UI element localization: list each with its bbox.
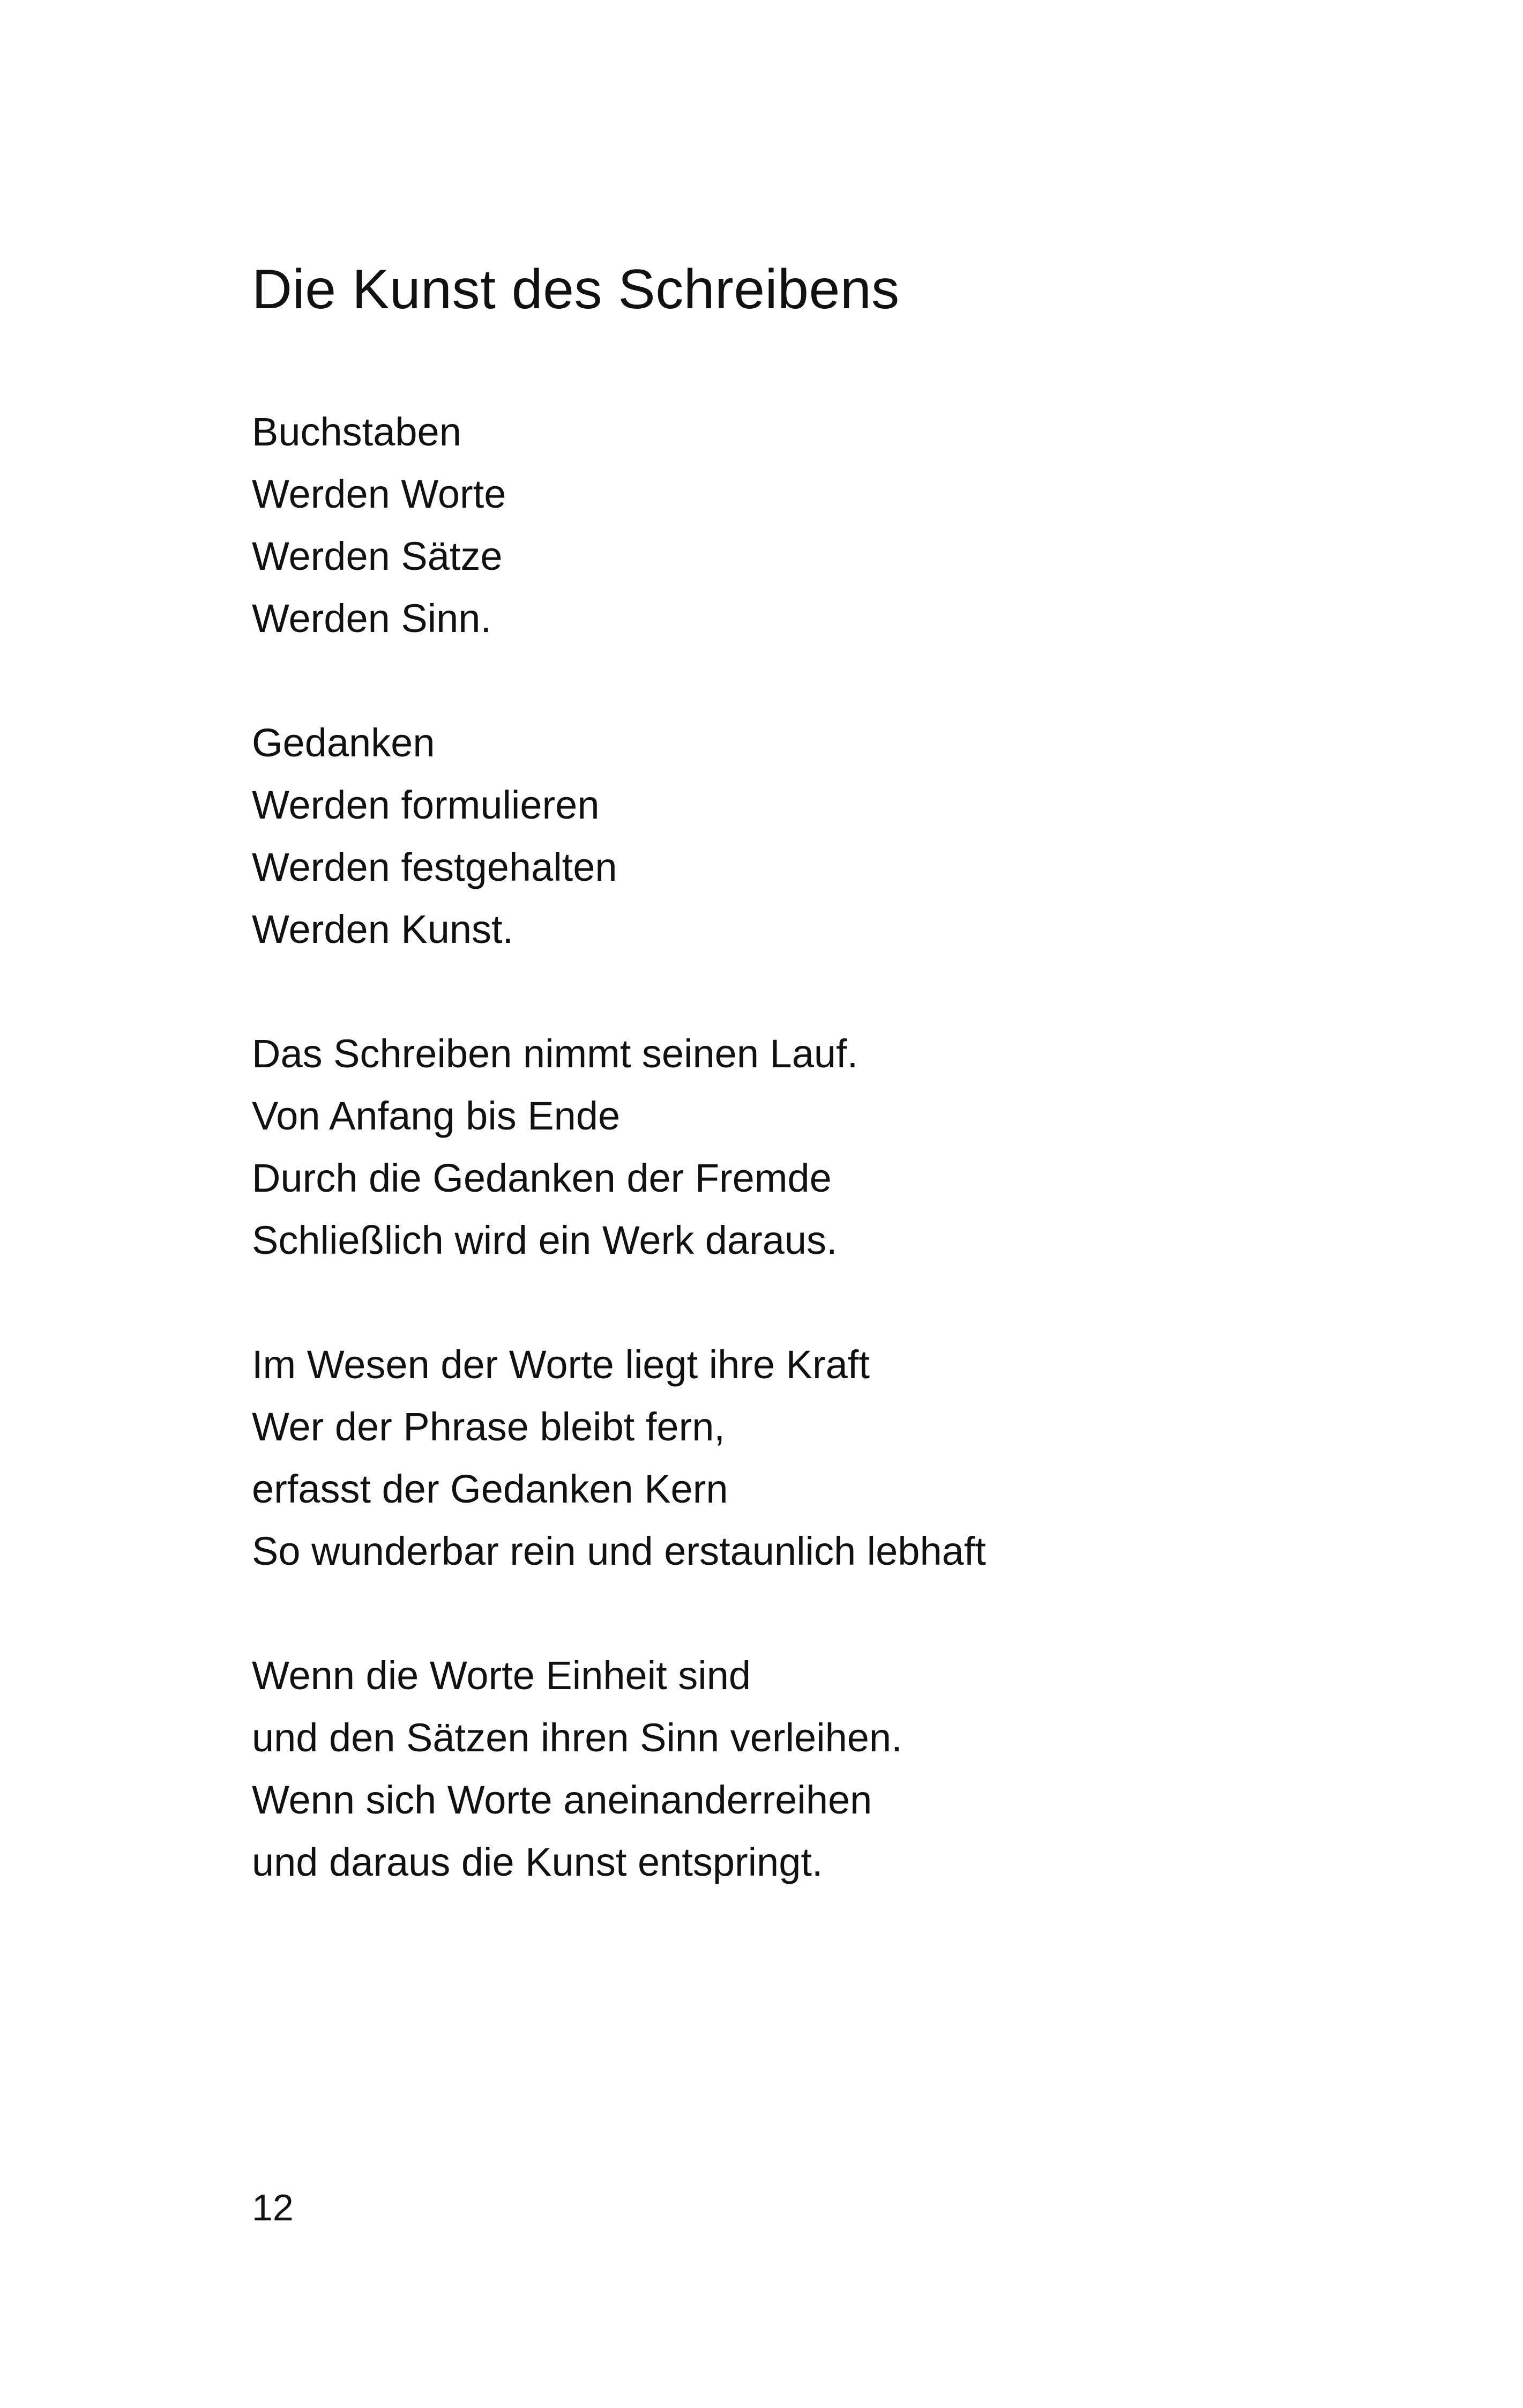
poem-line: Werden Sätze xyxy=(252,534,503,578)
poem-line: Werden formulieren xyxy=(252,783,600,827)
poem-line: Durch die Gedanken der Fremde xyxy=(252,1156,832,1200)
poem-line: und daraus die Kunst entspringt. xyxy=(252,1840,823,1884)
poem-line: Werden Sinn. xyxy=(252,596,491,641)
poem-line: Wenn sich Worte aneinanderreihen xyxy=(252,1778,872,1822)
poem-line: Werden Kunst. xyxy=(252,907,514,952)
stanza-3 xyxy=(252,1023,858,1272)
poem-line: Gedanken xyxy=(252,720,435,765)
poem-line: Im Wesen der Worte liegt ihre Kraft xyxy=(252,1342,870,1387)
page-number: 12 xyxy=(252,2187,294,2228)
poem-line: Wer der Phrase bleibt fern, xyxy=(252,1404,725,1449)
poem-line: Wenn die Worte Einheit sind xyxy=(252,1653,751,1698)
poem-title: Die Kunst des Schreibens xyxy=(252,258,900,321)
poem-line: Werden Worte xyxy=(252,472,506,516)
poem-line: Buchstaben xyxy=(252,410,461,454)
poem-line: Schließlich wird ein Werk daraus. xyxy=(252,1218,838,1262)
poem-line: So wunderbar rein und erstaunlich lebhaft xyxy=(252,1529,986,1573)
poem-line: und den Sätzen ihren Sinn verleihen. xyxy=(252,1715,902,1760)
poem-line: Von Anfang bis Ende xyxy=(252,1094,621,1138)
stanza-1 xyxy=(252,401,506,650)
stanza-4 xyxy=(252,1334,986,1582)
stanza-5 xyxy=(252,1645,902,1893)
poem-line: Das Schreiben nimmt seinen Lauf. xyxy=(252,1031,858,1076)
poem-line: erfasst der Gedanken Kern xyxy=(252,1467,728,1511)
poem-line: Werden festgehalten xyxy=(252,845,617,889)
stanza-2 xyxy=(252,712,617,961)
